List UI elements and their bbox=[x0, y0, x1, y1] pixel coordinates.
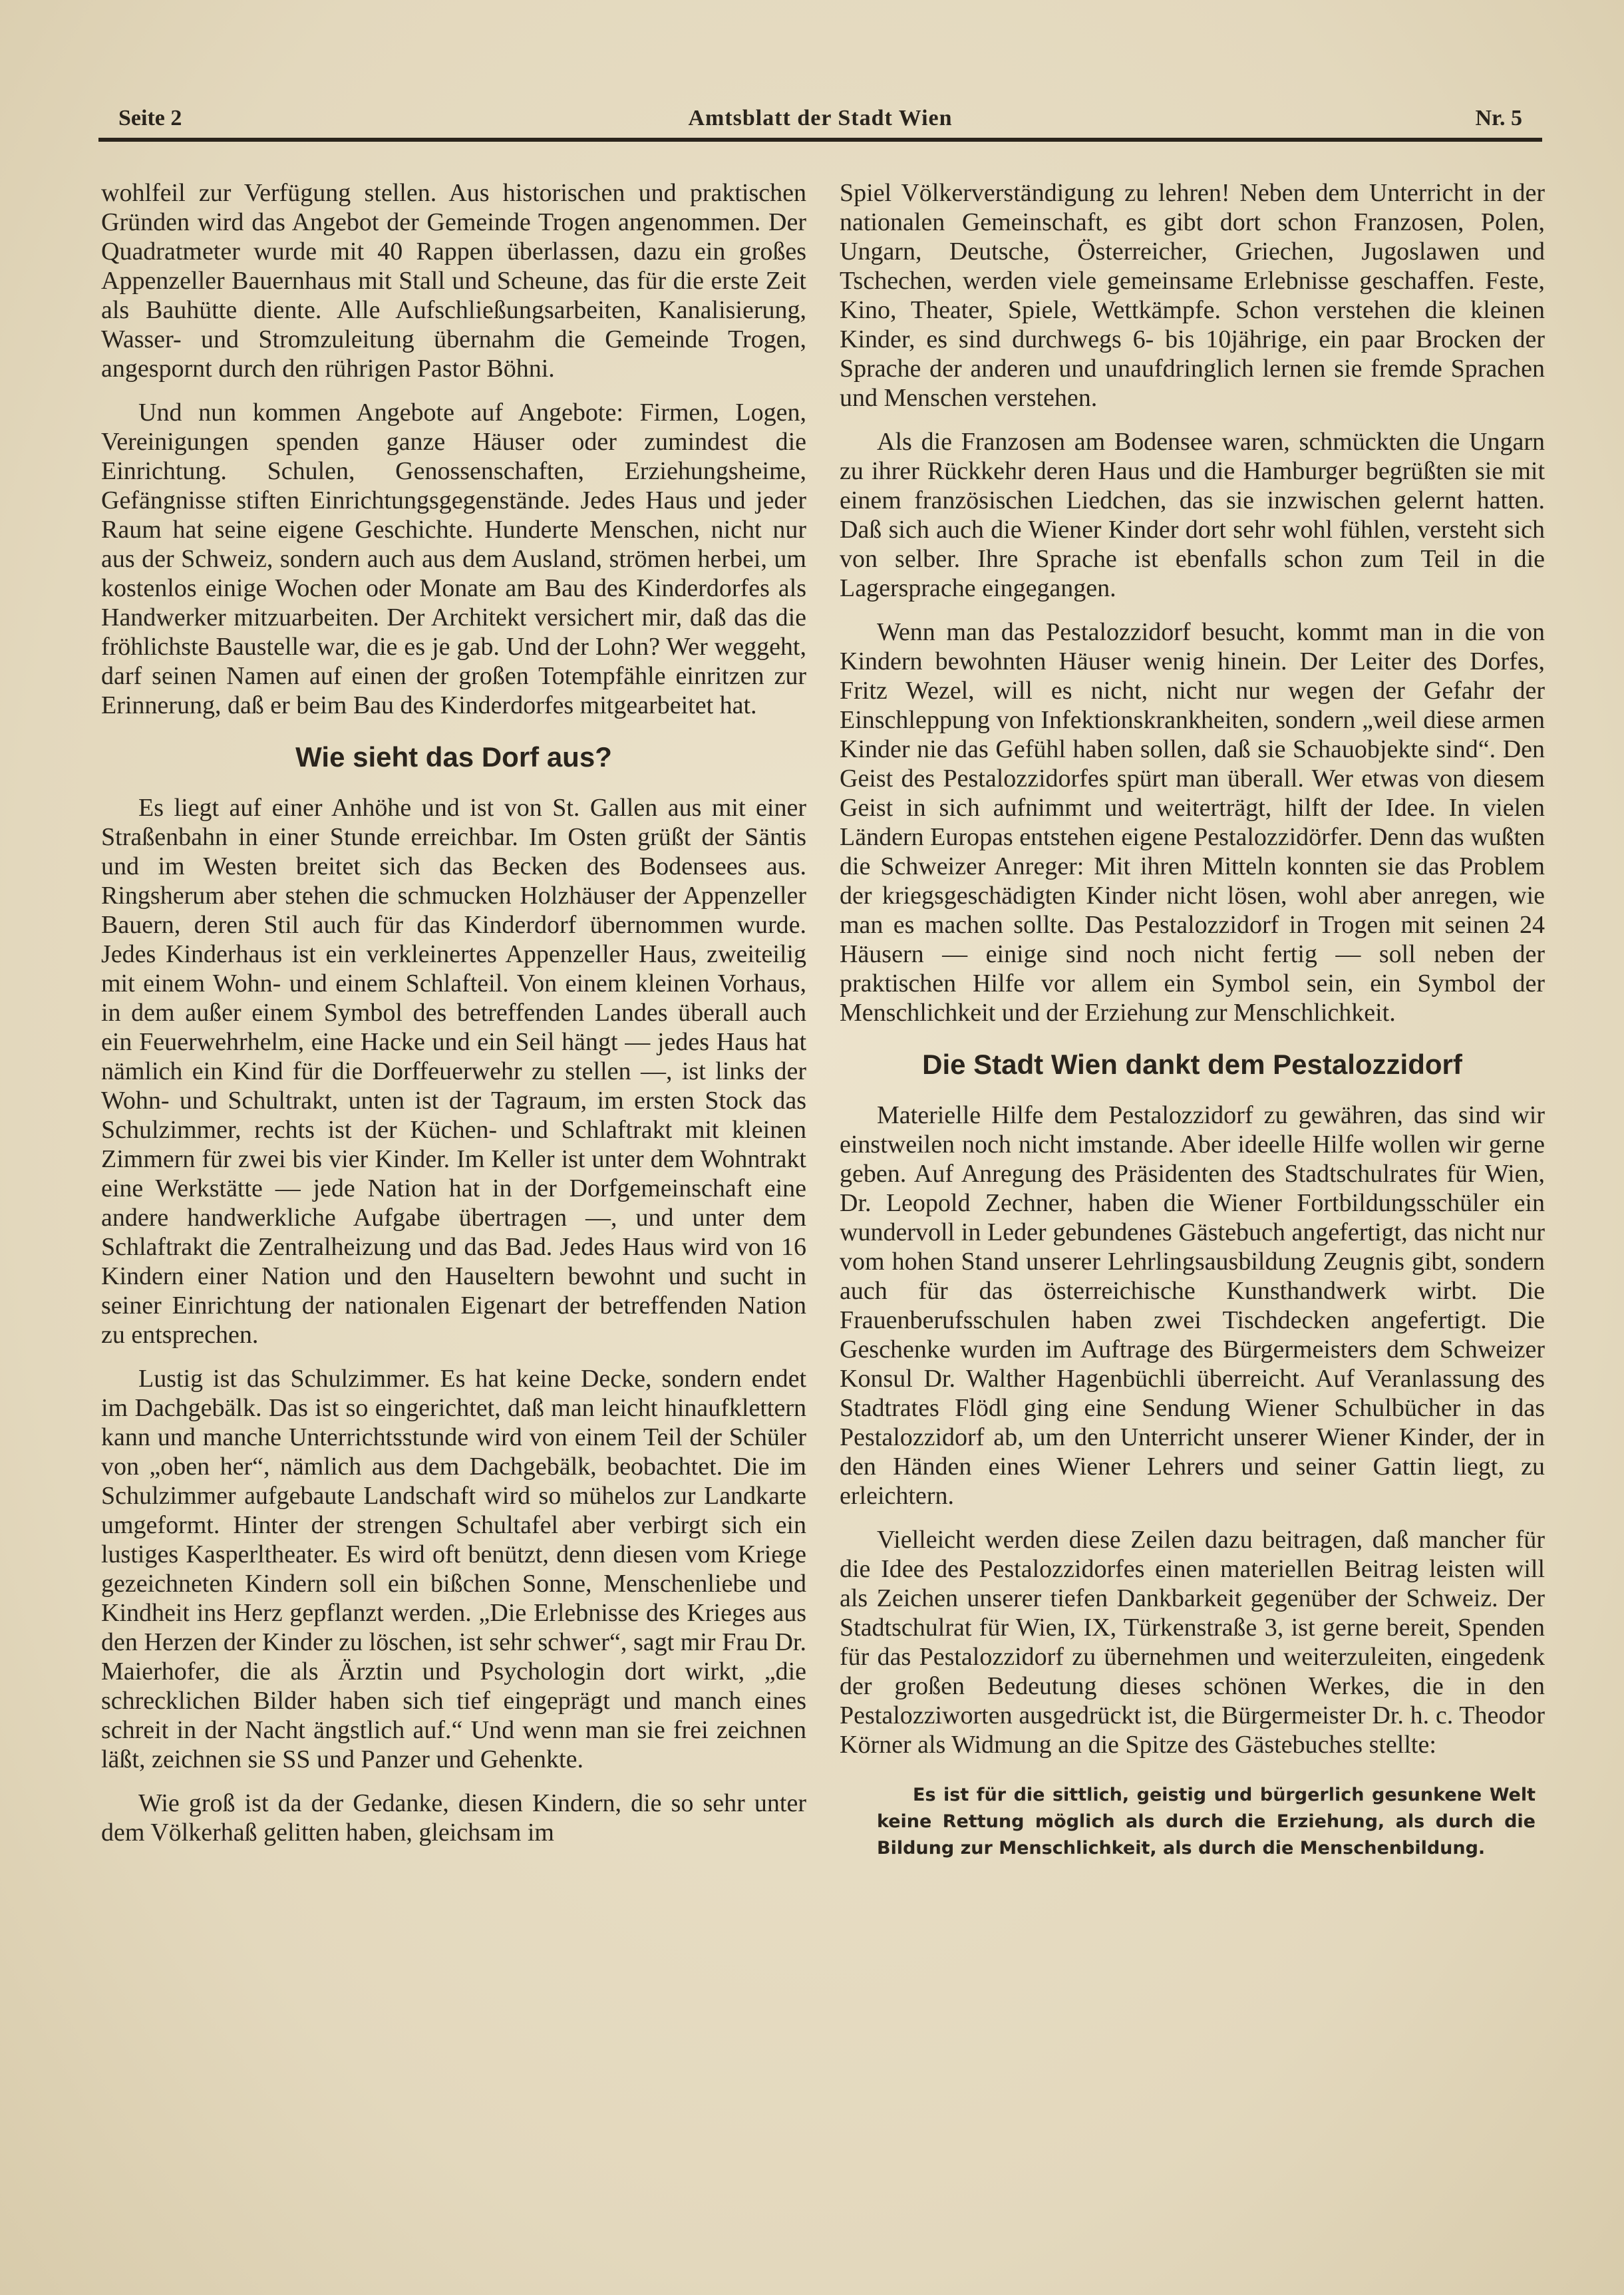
section-heading: Wie sieht das Dorf aus? bbox=[295, 741, 612, 773]
page-header bbox=[98, 103, 1542, 135]
paragraph: Materielle Hilfe dem Pestalozzidorf zu gewähren, das sind wir einstweilen noch nicht imstande. Aber ideelle Hilfe wollen wir gerne geben. Auf Anregung des Präsidenten des Stadtschulrates für Wien, Dr. Leopold Zechner, haben die Wiener Fortbildungsschüler ein wundervoll in Leder gebundenes Gästebuch angefertigt, das nicht nur vom hohen Stand unserer Lehrlingsausbildung Zeugnis gibt, sondern auch für das österreichische Kunsthandwerk wirbt. Die Frauenberufsschulen haben zwei Tischdecken angefertigt. Die Geschenke wurden im Auftrage des Bürgermeisters dem Schweizer Konsul Dr. Walther Hagenbüchli überreicht. Auf Veranlassung des Stadtrates Flödl ging eine Sendung Wiener Schulbücher in das Pestalozzidorf ab, um den Unterricht unserer Wiener Kinder, der in den Händen eines Wiener Lehrers und seiner Gattin liegt, zu erleichtern. bbox=[840, 1101, 1545, 1510]
paragraph: Lustig ist das Schulzimmer. Es hat keine Decke, sondern endet im Dachgebälk. Das ist so eingerichtet, daß man leicht hinaufklettern kann und manche Unterrichtsstunde wird von einem Teil der Schüler von „oben her“, nämlich aus dem Dachgebälk, beobachtet. Die im Schulzimmer aufgebaute Landschaft wird so mühelos zur Landkarte umgeformt. Hinter der strengen Schultafel aber verbirgt sich ein lustiges Kasperltheater. Es wird oft benützt, denn diesen vom Kriege gezeichneten Kindern soll ein bißchen Sonne, Menschenliebe und Kindheit ins Herz gepflanzt werden. „Die Erlebnisse des Krieges aus den Herzen der Kinder zu löschen, ist sehr schwer“, sagt mir Frau Dr. Maierhofer, die als Ärztin und Psychologin dort wirkt, „die schrecklichen Bilder haben sich tief eingeprägt und manch eines schreit in der Nacht ängstlich auf.“ Und wenn man sie frei zeichnen läßt, zeichnen sie SS und Panzer und Gehenkte. bbox=[101, 1365, 806, 1773]
header-rule bbox=[98, 138, 1542, 142]
paragraph: Als die Franzosen am Bodensee waren, schmückten die Ungarn zu ihrer Rückkehr deren Haus und die Hamburger begrüßten sie mit einem französischen Liedchen, das sie inzwischen gelernt hatten. Daß sich auch die Wiener Kinder dort sehr wohl fühlen, versteht sich von selber. Ihre Sprache ist ebenfalls schon zum Teil in die Lagersprache eingegangen. bbox=[840, 428, 1545, 602]
paragraph: Spiel Völkerverständigung zu lehren! Neben dem Unterricht in der nationalen Gemeinschaft, es gibt dort schon Franzosen, Polen, Ungarn, Deutsche, Österreicher, Griechen, Jugoslawen und Tschechen, werden viele gemeinsame Erlebnisse geschaffen. Feste, Kino, Theater, Spiele, Wettkämpfe. Schon verstehen die kleinen Kinder, es sind durchwegs 6- bis 10jährige, ein paar Brocken der Sprache der anderen und unaufdringlich lernen sie fremde Sprachen und Menschen verstehen. bbox=[840, 179, 1545, 412]
paragraph: Wie groß ist da der Gedanke, diesen Kindern, die so sehr unter dem Völkerhaß gelitten haben, gleichsam im bbox=[101, 1789, 806, 1847]
paragraph: Vielleicht werden diese Zeilen dazu beitragen, daß mancher für die Idee des Pestalozzidorfes einen materiellen Beitrag leisten will als Zeichen unserer tiefen Dankbarkeit gegenüber der Schweiz. Der Stadtschulrat für Wien, IX, Türkenstraße 3, ist gerne bereit, Spenden für das Pestalozzidorf zu übernehmen und weiterzuleiten, eingedenk der großen Bedeutung dieses schönen Werkes, die in den Pestalozziworten ausgedrückt ist, die Bürgermeister Dr. h. c. Theodor Körner als Widmung an die Spitze des Gästebuches stellte: bbox=[840, 1526, 1545, 1759]
issue-number: Nr. 5 bbox=[1475, 106, 1522, 130]
paragraph: wohlfeil zur Verfügung stellen. Aus historischen und praktischen Gründen wird das Angebot der Gemeinde Trogen angenommen. Der Quadratmeter wurde mit 40 Rappen überlassen, dazu ein großes Appenzeller Bauernhaus mit Stall und Scheune, das für die erste Zeit als Bauhütte diente. Alle Aufschließungsarbeiten, Kanalisierung, Wasser- und Stromzuleitung übernahm die Gemeinde Trogen, angespornt durch den rührigen Pastor Böhni. bbox=[101, 179, 806, 383]
publication-title: Amtsblatt der Stadt Wien bbox=[688, 106, 953, 130]
paragraph: Wenn man das Pestalozzidorf besucht, kommt man in die von Kindern bewohnten Häuser wenig hinein. Der Leiter des Dorfes, Fritz Wezel, will es nicht, nicht nur wegen der Gefahr der Einschleppung von Infektionskrankheiten, sondern „weil diese armen Kinder nie das Gefühl haben sollen, daß sie Schauobjekte sind“. Den Geist des Pestalozzidorfes spürt man überall. Wer etwas von diesem Geist in sich aufnimmt und weiterträgt, hilft der Idee. In vielen Ländern Europas entstehen eigene Pestalozzidörfer. Denn das wußten die Schweizer Anreger: Mit ihren Mitteln konnten sie das Problem der kriegsgeschädigten Kinder nicht lösen, wohl aber anregen, wie man es machen sollte. Das Pestalozzidorf in Trogen mit seinen 24 Häusern — einige sind noch nicht fertig — soll neben der praktischen Hilfe vor allem ein Symbol sein, ein Symbol der Menschlichkeit und der Erziehung zur Menschlichkeit. bbox=[840, 618, 1545, 1027]
pestalozzi-quote: Es ist für die sittlich, geistig und bürgerlich gesunkene Welt keine Rettung möglich als durch die Erziehung, als durch die Bildung zur Menschlichkeit, als durch die Menschenbildung. bbox=[877, 1785, 1536, 1858]
left-column bbox=[101, 178, 806, 1862]
section-heading: Die Stadt Wien dankt dem Pestalozzidorf bbox=[922, 1049, 1462, 1080]
page-number: Seite 2 bbox=[118, 106, 182, 130]
paragraph: Und nun kommen Angebote auf Angebote: Firmen, Logen, Vereinigungen spenden ganze Häuser oder zumindest die Einrichtung. Schulen, Genossenschaften, Erziehungsheime, Gefängnisse stiften Einrichtungsgegenstände. Jedes Haus und jeder Raum hat seine eigene Geschichte. Hunderte Menschen, nicht nur aus der Schweiz, sondern auch aus dem Ausland, strömen herbei, um kostenlos einige Wochen oder Monate am Bau des Kinderdorfes als Handwerker mitzuarbeiten. Der Architekt versichert mir, daß das die fröhlichste Baustelle war, die es je gab. Und der Lohn? Wer weggeht, darf seinen Namen auf einen der großen Totempfähle einritzen zur Erinnerung, daß er beim Bau des Kinderdorfes mitgearbeitet hat. bbox=[101, 399, 806, 719]
paragraph: Es liegt auf einer Anhöhe und ist von St. Gallen aus mit einer Straßenbahn in einer Stunde erreichbar. Im Osten grüßt der Säntis und im Westen breitet sich das Becken des Bodensees aus. Ringsherum aber stehen die schmucken Holzhäuser der Appenzeller Bauern, deren Stil auch für das Kinderdorf übernommen wurde. Jedes Kinderhaus ist ein verkleinertes Appenzeller Haus, zweiteilig mit einem Wohn- und einem Schlafteil. Von einem kleinen Vorhaus, in dem außer einem Symbol des betreffenden Landes überall auch ein Feuerwehrhelm, eine Hacke und ein Seil hängt — jedes Haus hat nämlich ein Kind für die Dorffeuerwehr zu stellen —, ist links der Wohn- und Schultrakt, unten ist der Tagraum, im ersten Stock das Schulzimmer, rechts ist der Küchen- und Schlaftrakt mit kleinen Zimmern für zwei bis vier Kinder. Im Keller ist unter dem Wohntrakt eine Werkstätte — jede Nation hat in der Dorfgemeinschaft eine andere handwerkliche Aufgabe übertragen —, und unter dem Schlaftrakt die Zentralheizung und das Bad. Jedes Haus wird von 16 Kindern einer Nation und den Hauseltern bewohnt und sucht in seiner Einrichtung der nationalen Eigenart der betreffenden Nation zu entsprechen. bbox=[101, 794, 806, 1349]
right-column bbox=[840, 178, 1545, 1862]
